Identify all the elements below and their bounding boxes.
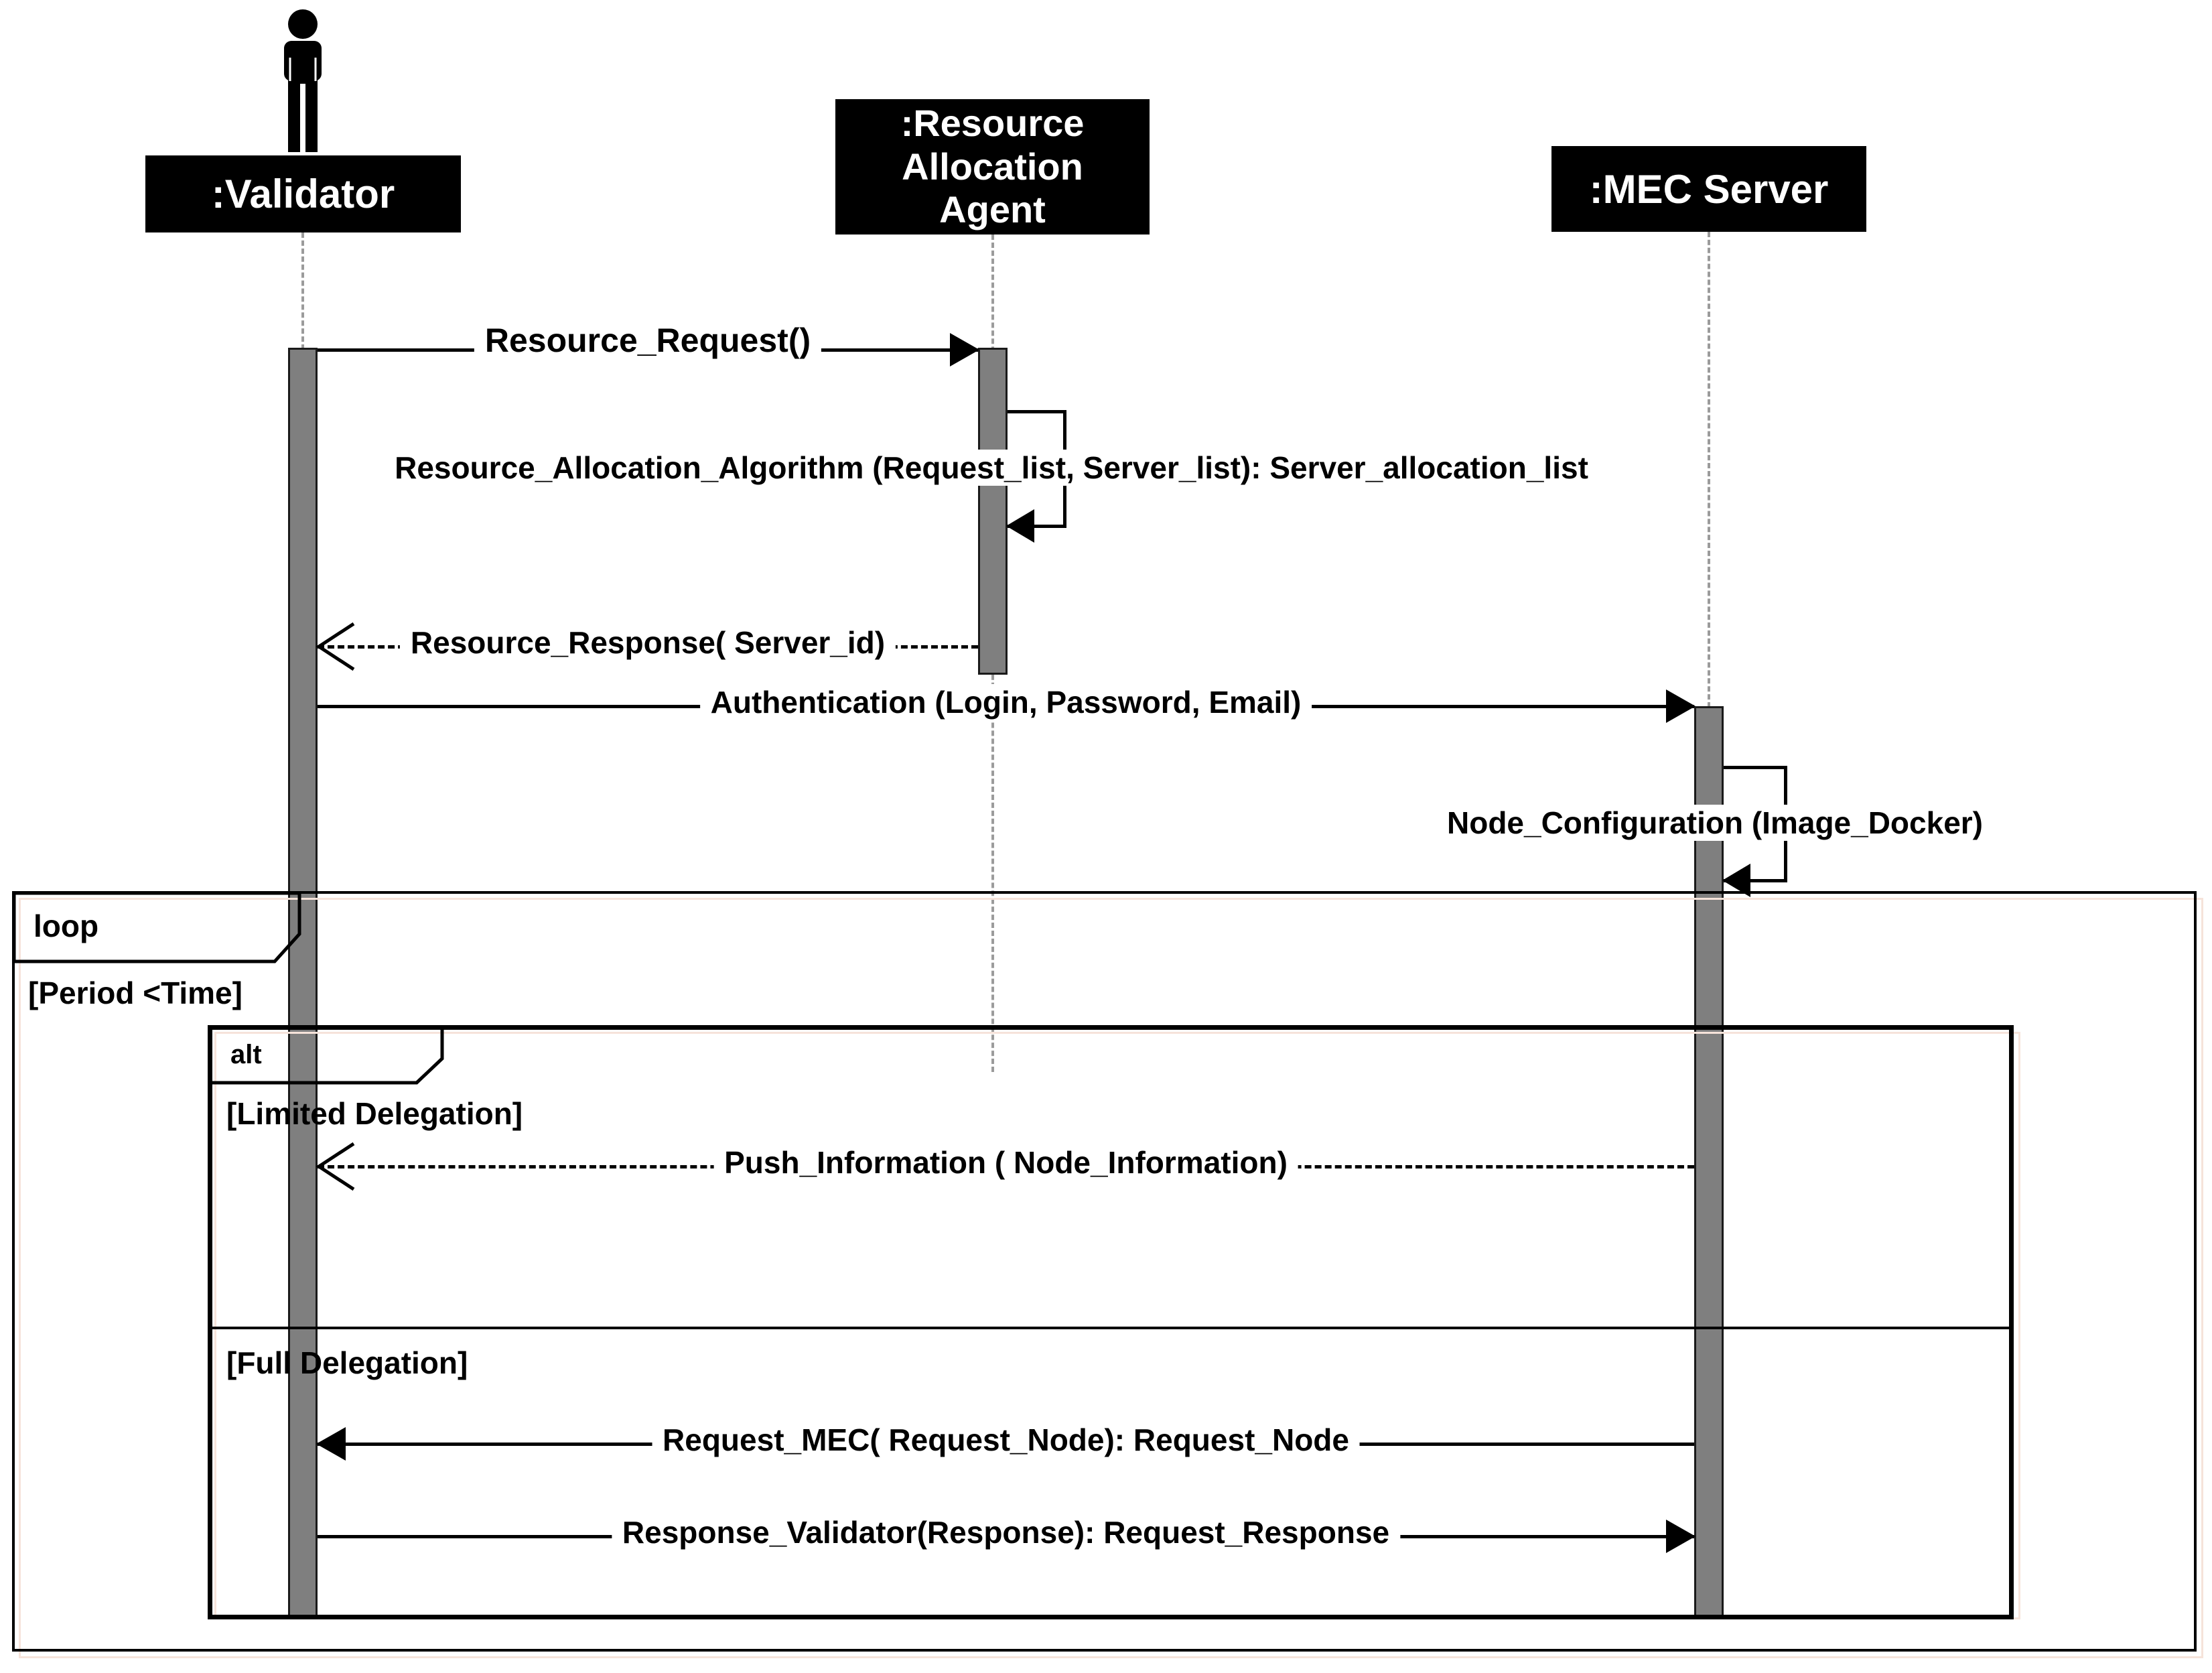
loop-operator-label: loop <box>33 909 99 943</box>
alt-guard-limited: [Limited Delegation] <box>226 1096 523 1131</box>
lifeline-mec <box>1708 232 1710 708</box>
participant-label: :Validator <box>211 172 395 216</box>
message-label-allocation-algorithm: Resource_Allocation_Algorithm (Request_list, Server_list): Server_allocation_list <box>385 450 1598 486</box>
alt-operator-label: alt <box>230 1040 262 1069</box>
message-label: Resource_Request() <box>474 321 821 360</box>
filled-arrowhead-right-icon <box>1666 1520 1696 1553</box>
message-label: Authentication (Login, Password, Email) <box>700 684 1312 720</box>
actor-icon <box>266 8 340 159</box>
activation-agent <box>978 348 1008 675</box>
loop-guard-label: [Period <Time] <box>28 976 243 1010</box>
message-label: Request_MEC( Request_Node): Request_Node <box>652 1422 1360 1458</box>
alt-guard-full: [Full Delegation] <box>226 1345 468 1380</box>
open-arrowhead-left-icon <box>315 1140 358 1193</box>
open-arrowhead-left-icon <box>315 620 358 673</box>
participant-validator <box>145 155 461 232</box>
participant-mec <box>1551 146 1866 232</box>
message-label: Push_Information ( Node_Information) <box>713 1144 1298 1181</box>
message-label: Resource_Response( Server_id) <box>400 624 896 661</box>
lifeline-validator <box>301 232 304 350</box>
participant-agent <box>835 99 1150 235</box>
filled-arrowhead-right-icon <box>1666 689 1696 723</box>
message-label: Response_Validator(Response): Request_Response <box>612 1514 1400 1550</box>
participant-label: :Resource Allocation Agent <box>900 102 1085 231</box>
message-label-node-configuration: Node_Configuration (Image_Docker) <box>1438 805 1992 841</box>
participant-label: :MEC Server <box>1589 166 1829 212</box>
filled-arrowhead-right-icon <box>950 333 979 366</box>
alt-divider <box>208 1327 2014 1329</box>
filled-arrowhead-left-icon <box>316 1427 346 1461</box>
